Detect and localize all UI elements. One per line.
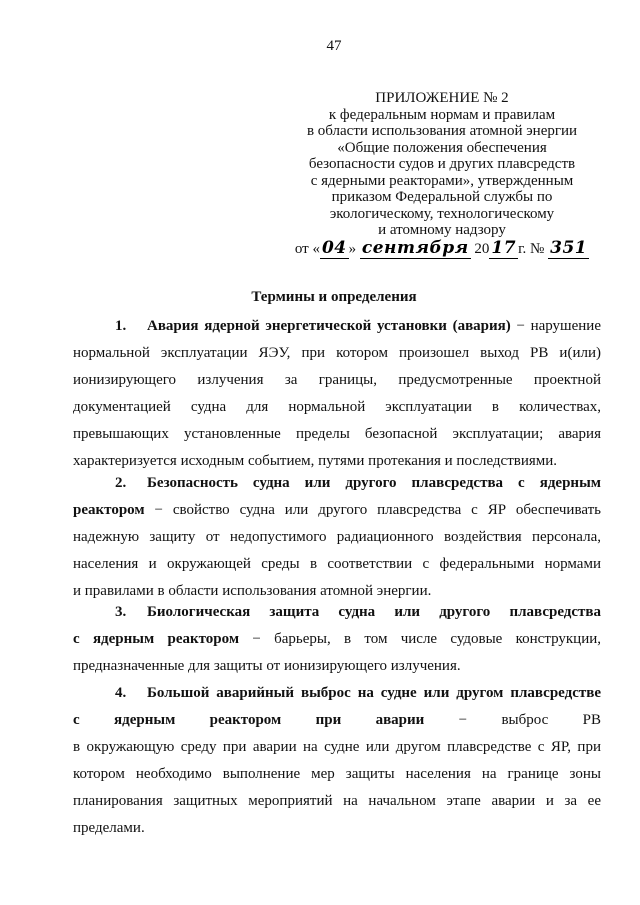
handwritten-month: сентября [361, 237, 469, 258]
handwritten-day: 04 [321, 237, 347, 258]
definition-2 [73, 470, 601, 605]
definition-line: и правилами в области использования атомной энергии. [73, 583, 432, 599]
page-number: 47 [326, 38, 342, 54]
definition-number: 2. [115, 475, 127, 491]
definition-number: 3. [115, 604, 127, 620]
definition-line [73, 626, 601, 653]
term: Безопасность судна или другого плавсредства с ядерным [147, 475, 601, 491]
definition-line: пределами. [73, 820, 145, 836]
year-prefix: 20 [474, 240, 490, 257]
section-title: Термины и определения [251, 289, 417, 305]
definition-first-line [73, 470, 601, 497]
definition-1 [73, 313, 601, 475]
definition-first-line [73, 680, 601, 707]
definition-number: 4. [115, 685, 127, 701]
term: с ядерным реактором [73, 631, 240, 647]
definition-line: предназначенные для защиты от ионизирующего излучения. [73, 658, 461, 674]
appendix-line: приказом Федеральной службы по [331, 189, 553, 205]
handwritten-year: 17 [491, 237, 517, 258]
definition-number: 1. [115, 318, 127, 334]
definition-line: превышающих установленные пределы безопасной эксплуатации; авария [73, 426, 601, 442]
definition-text: − нарушение [510, 318, 601, 334]
definition-line [73, 497, 601, 524]
definition-first-line [73, 313, 601, 340]
term: Авария ядерной энергетической установки (авария) [147, 318, 511, 334]
appendix-title: ПРИЛОЖЕНИЕ № 2 [375, 90, 509, 106]
definition-line: нормальной эксплуатации ЯЭУ, при котором произошел выход РВ и(или) [73, 345, 601, 361]
definition-line: в окружающую среду при аварии на судне или другом плавсредстве с ЯР, при [73, 739, 601, 755]
definition-line: характеризуется исходным событием, путями протекания и последствиями. [73, 453, 558, 469]
order-date-line [292, 237, 592, 258]
appendix-line: безопасности судов и других плавсредств [308, 156, 576, 172]
definition-line: населения и окружающей среды в соответствии с федеральными нормами [73, 556, 601, 572]
definition-line: котором необходимо выполнение мер защиты населения на границе зоны [73, 766, 601, 782]
definition-line: ионизирующего излучения за границы, предусмотренные проектной [73, 372, 601, 388]
definition-line: планирования защитных мероприятий на начальном этапе аварии и за ее [73, 793, 601, 809]
year-end: г. № [518, 240, 545, 257]
definition-line [73, 707, 601, 734]
appendix-line: «Общие положения обеспечения [337, 139, 547, 156]
term: Биологическая защита судна или другого плавсредства [147, 604, 601, 620]
definition-text: − барьеры, в том числе судовые конструкции, [239, 631, 601, 647]
definition-text: − выброс РВ [424, 712, 601, 728]
appendix-line: в области использования атомной энергии [306, 123, 578, 139]
term: Большой аварийный выброс на судне или другом плавсредстве [147, 685, 601, 701]
definition-text: − свойство судна или другого плавсредства с ЯР обеспечивать [144, 502, 601, 518]
term: с ядерным реактором при аварии [73, 712, 425, 728]
appendix-line: и атомному надзору [378, 222, 506, 238]
appendix-line: к федеральным нормам и правилам [328, 106, 556, 123]
appendix-line: с ядерными реакторами», утвержденным [310, 172, 574, 189]
appendix-header [292, 90, 592, 257]
handwritten-order-number: 351 [550, 237, 588, 258]
term: реактором [73, 502, 145, 518]
appendix-line: экологическому, технологическому [329, 205, 555, 222]
date-prefix: от « [294, 240, 320, 257]
definition-3 [73, 599, 601, 680]
definition-4 [73, 680, 601, 842]
definition-line: документацией судна для нормальной эксплуатации в количествах, [73, 399, 601, 415]
definition-line: надежную защиту от недопустимого радиационного воздействия персонала, [73, 529, 601, 545]
date-mid: » [348, 240, 357, 257]
definition-first-line [73, 599, 601, 626]
